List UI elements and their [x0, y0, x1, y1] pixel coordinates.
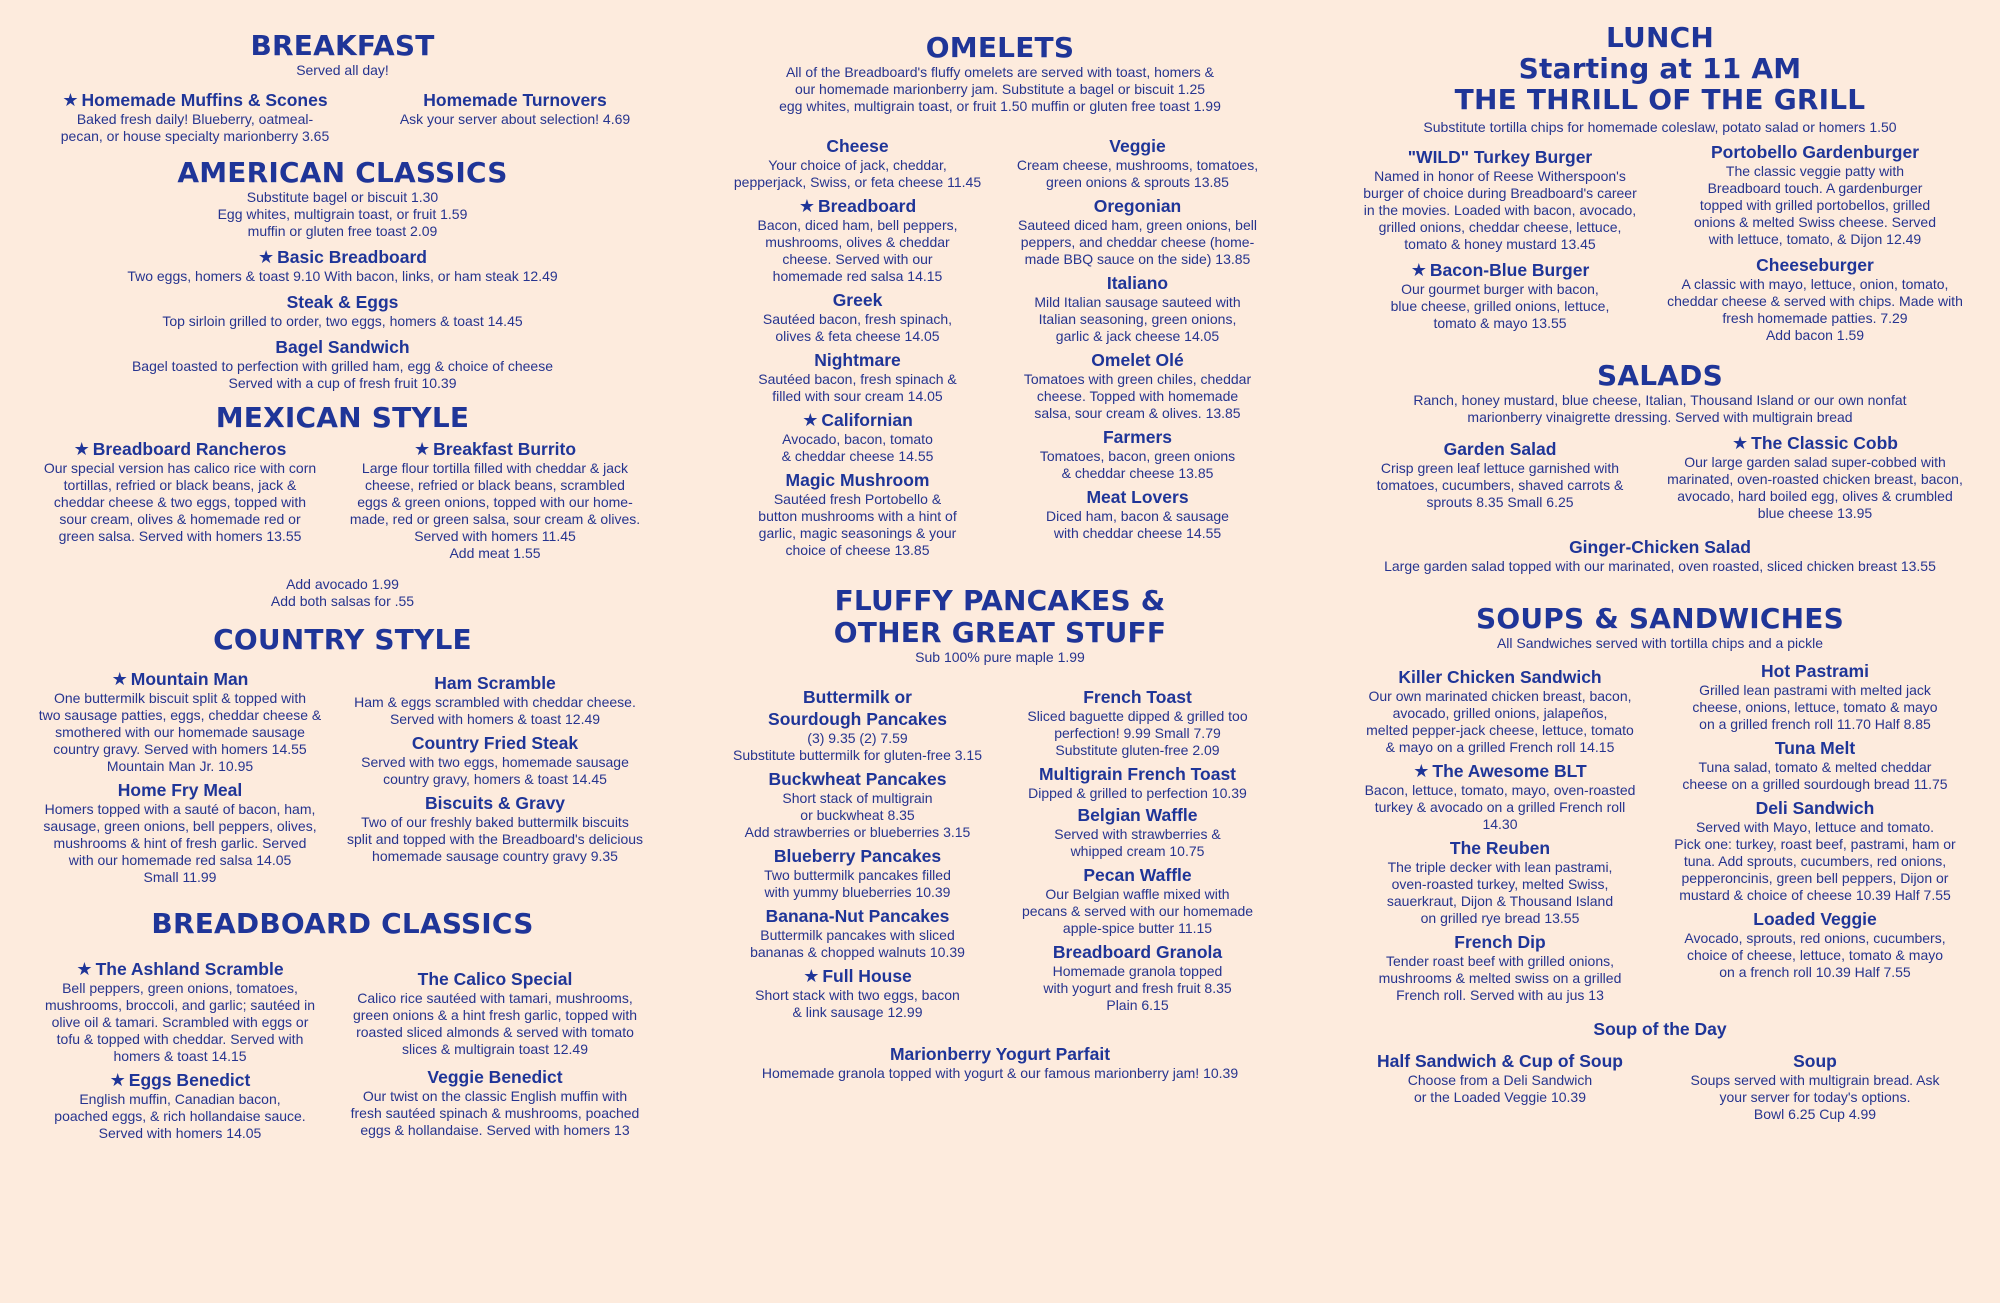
- menu-item: [1000, 426, 1275, 482]
- item-description: Top sirloin grilled to order, two eggs, homers & toast 14.45: [162, 313, 523, 329]
- item-title: ★ Californian: [802, 410, 913, 430]
- item-title: ★ Bacon-Blue Burger: [1410, 260, 1590, 280]
- item-title: Blueberry Pancakes: [773, 846, 942, 866]
- item-row: [1350, 142, 1970, 344]
- star-icon: ★: [111, 669, 128, 689]
- item-description: Sliced baguette dipped & grilled too perfection! 9.99 Small 7.79 Substitute gluten-free 2.09: [1027, 708, 1248, 758]
- section-title: OMELETS: [925, 31, 1075, 64]
- item-title: ★ Homemade Muffins & Scones: [62, 90, 328, 110]
- menu-item: [335, 672, 655, 728]
- item-title: Veggie Benedict: [427, 1067, 563, 1087]
- menu-item: [1000, 349, 1275, 422]
- item-title: Oregonian: [1093, 196, 1182, 216]
- menu-item: [1350, 666, 1650, 756]
- section-title: SALADS: [1597, 359, 1723, 392]
- menu-item: [1000, 941, 1275, 1014]
- menu-item: [30, 958, 330, 1065]
- menu-item: [725, 845, 990, 901]
- menu-item: [1350, 259, 1650, 332]
- item-column: [30, 958, 330, 1142]
- item-row: [1350, 1050, 1970, 1123]
- item-title: Breadboard Granola: [1052, 942, 1223, 962]
- item-column: [725, 686, 990, 1021]
- item-column: [1660, 432, 1970, 522]
- menu-item: [725, 289, 990, 345]
- item-description: Our Belgian waffle mixed with pecans & served with our homemade apple-spice butter 11.15: [1021, 886, 1254, 936]
- item-description: Tomatoes, bacon, green onions & cheddar cheese 13.85: [1039, 448, 1236, 481]
- section-title: BREAKFAST: [250, 29, 435, 62]
- item-description: Soups served with multigrain bread. Ask your server for today's options. Bowl 6.25 Cup 4.99: [1690, 1072, 1940, 1122]
- menu-item: [1350, 536, 1970, 575]
- item-row: [30, 438, 655, 562]
- item-description: Cream cheese, mushrooms, tomatoes, green onions & sprouts 13.85: [1016, 157, 1259, 190]
- item-description: Two buttermilk pancakes filled with yummy blueberries 10.39: [764, 867, 951, 900]
- item-column: [1660, 141, 1970, 344]
- menu-item: [725, 965, 990, 1021]
- item-title: Pecan Waffle: [1083, 865, 1192, 885]
- menu-item: [1660, 908, 1970, 981]
- item-description: English muffin, Canadian bacon, poached eggs, & rich hollandaise sauce. Served with homers 14.05: [54, 1091, 306, 1141]
- star-icon: ★: [258, 247, 275, 267]
- menu-item: [1000, 804, 1275, 860]
- item-description: Served with Mayo, lettuce and tomato. Pick one: turkey, roast beef, pastrami, ham or tuna. Add sprouts, cucumbers, red onions, pepperoncinis, green bell peppers, Dijon or mustard & choice of cheese 10.39 Half 7.55: [1674, 819, 1956, 903]
- item-description: Sautéed bacon, fresh spinach, olives & feta cheese 14.05: [762, 311, 953, 344]
- item-title: "WILD" Turkey Burger: [1407, 147, 1593, 167]
- item-title: Garden Salad: [1443, 439, 1557, 459]
- item-description: (3) 9.35 (2) 7.59 Substitute buttermilk for gluten-free 3.15: [732, 730, 983, 763]
- section-subtitle: All Sandwiches served with tortilla chips and a pickle: [1496, 635, 1824, 651]
- soup-of-the-day-title: Soup of the Day: [1593, 1019, 1727, 1039]
- item-description: Your choice of jack, cheddar, pepperjack, Swiss, or feta cheese 11.45: [733, 157, 982, 190]
- item-title: ★ Eggs Benedict: [109, 1070, 251, 1090]
- item-description: Served with two eggs, homemade sausage country gravy, homers & toast 14.45: [361, 754, 629, 787]
- star-icon: ★: [1410, 260, 1427, 280]
- item-description: Short stack of multigrain or buckwheat 8.35 Add strawberries or blueberries 3.15: [744, 790, 971, 840]
- salads-section: [1350, 360, 1970, 575]
- item-title: Buttermilk or Sourdough Pancakes: [768, 687, 947, 729]
- item-title: French Dip: [1454, 932, 1546, 952]
- item-title: ★ The Ashland Scramble: [76, 959, 284, 979]
- menu-item: [1350, 837, 1650, 927]
- item-title: Veggie: [1109, 136, 1166, 156]
- item-title: Portobello Gardenburger: [1710, 142, 1920, 162]
- menu-item: [1000, 135, 1275, 191]
- item-description: Calico rice sautéed with tamari, mushrooms, green onions & a hint fresh garlic, topped with roasted sliced almonds & served with tomato slices & multigrain toast 12.49: [352, 990, 638, 1057]
- item-description: Our gourmet burger with bacon, blue cheese, grilled onions, lettuce, tomato & mayo 13.55: [1390, 281, 1610, 331]
- item-title: Tuna Melt: [1774, 738, 1856, 758]
- pancakes-section: [725, 585, 1275, 1082]
- section-subtitle: Substitute bagel or biscuit 1.30 Egg whites, multigrain toast, or fruit 1.59 muffin or gluten free toast 2.09: [217, 189, 468, 239]
- item-row: [1350, 661, 1970, 1004]
- item-title: Deli Sandwich: [1755, 798, 1875, 818]
- item-description: Mild Italian sausage sauteed with Italian seasoning, green onions, garlic & jack cheese 14.05: [1034, 294, 1241, 344]
- star-icon: ★: [413, 439, 431, 459]
- item-description: The triple decker with lean pastrami, oven-roasted turkey, melted Swiss, sauerkraut, Dijon & Thousand Island on grilled rye bread 13.55: [1386, 859, 1614, 926]
- star-icon: ★: [802, 410, 819, 430]
- item-description: A classic with mayo, lettuce, onion, tomato, cheddar cheese & served with chips. Made with fresh homemade patties. 7.29 Add bacon 1.59: [1667, 276, 1963, 343]
- item-row: [30, 958, 655, 1142]
- menu-item: [335, 968, 655, 1058]
- item-description: Avocado, sprouts, red onions, cucumbers, choice of cheese, lettuce, tomato & mayo on a french roll 10.39 Half 7.55: [1684, 930, 1946, 980]
- item-title: ★ The Awesome BLT: [1413, 761, 1587, 781]
- item-description: Tuna salad, tomato & melted cheddar cheese on a grilled sourdough bread 11.75: [1682, 759, 1948, 792]
- item-column: [725, 135, 990, 559]
- item-description: Ask your server about selection! 4.69: [399, 111, 631, 127]
- section-subtitle: Served all day!: [296, 62, 389, 78]
- star-icon: ★: [62, 90, 79, 110]
- american-classics-section: [30, 157, 655, 392]
- item-title: ★ Breadboard Rancheros: [73, 439, 287, 459]
- item-title: Cheese: [826, 136, 889, 156]
- item-title: ★ Basic Breadboard: [258, 247, 427, 267]
- menu-item: [30, 668, 330, 775]
- section-title: COUNTRY STYLE: [213, 623, 472, 656]
- item-title: Steak & Eggs: [286, 292, 399, 312]
- menu-item: [335, 732, 655, 788]
- menu-item: [1000, 763, 1275, 802]
- menu-item: [1660, 432, 1970, 522]
- item-description: Our twist on the classic English muffin with fresh sautéed spinach & mushrooms, poached eggs & hollandaise. Served with homers 13: [350, 1088, 640, 1138]
- item-description: Two of our freshly baked buttermilk biscuits split and topped with the Breadboard's delicious homemade sausage country gravy 9.35: [346, 814, 644, 864]
- item-title: Meat Lovers: [1086, 487, 1189, 507]
- item-description: Named in honor of Reese Witherspoon's burger of choice during Breadboard's career in the movies. Loaded with bacon, avocado, grilled onions, cheddar cheese, lettuce, tomato & honey mustard 13.45: [1363, 168, 1637, 252]
- menu-item: [1000, 195, 1275, 268]
- item-title: Half Sandwich & Cup of Soup: [1377, 1051, 1623, 1071]
- menu-item: [1660, 660, 1970, 733]
- item-title: Nightmare: [814, 350, 901, 370]
- lunch-section: [1350, 22, 1970, 344]
- menu-item: [725, 1043, 1275, 1082]
- item-title: Biscuits & Gravy: [424, 793, 566, 813]
- menu-item: [1660, 254, 1970, 344]
- item-title: ★ Breakfast Burrito: [413, 439, 577, 459]
- section-subtitle: All of the Breadboard's fluffy omelets are served with toast, homers & our homemade marionberry jam. Substitute a bagel or biscuit 1.25 egg whites, multigrain toast, or fruit 1.50 muffin or gluten free toast 1.99: [779, 64, 1221, 114]
- soups-sandwiches-section: [1350, 603, 1970, 1123]
- menu-item: [1350, 438, 1650, 511]
- item-title: Marionberry Yogurt Parfait: [889, 1044, 1111, 1064]
- soup-of-the-day: [1350, 1018, 1970, 1123]
- item-title: Loaded Veggie: [1753, 909, 1877, 929]
- country-style-section: [30, 624, 655, 886]
- item-column: [1350, 666, 1650, 1004]
- item-title: Belgian Waffle: [1077, 805, 1198, 825]
- item-title: ★ Full House: [803, 966, 912, 986]
- item-column: [1000, 686, 1275, 1021]
- item-description: Short stack with two eggs, bacon & link sausage 12.99: [755, 987, 960, 1020]
- item-description: Homemade granola topped with yogurt and fresh fruit 8.35 Plain 6.15: [1043, 963, 1232, 1013]
- item-title: French Toast: [1083, 687, 1192, 707]
- item-title: Italiano: [1106, 273, 1169, 293]
- section-subtitle: Sub 100% pure maple 1.99: [915, 649, 1085, 665]
- menu-item: [725, 905, 990, 961]
- item-title: Omelet Olé: [1091, 350, 1184, 370]
- item-title: Hot Pastrami: [1761, 661, 1869, 681]
- item-description: Baked fresh daily! Blueberry, oatmeal- pecan, or house specialty marionberry 3.65: [60, 111, 330, 144]
- star-icon: ★: [1732, 433, 1749, 453]
- menu-item: [30, 1069, 330, 1142]
- breadboard-classics-section: [30, 908, 655, 1142]
- item-column: [1350, 438, 1650, 522]
- star-icon: ★: [803, 966, 820, 986]
- item-column: [1000, 135, 1275, 559]
- item-title: Banana-Nut Pancakes: [765, 906, 950, 926]
- item-row: [725, 135, 1275, 559]
- star-icon: ★: [109, 1070, 126, 1090]
- item-description: Avocado, bacon, tomato & cheddar cheese 14.55: [781, 431, 934, 464]
- breakfast-section: [30, 30, 655, 145]
- item-title: ★ Breadboard: [798, 196, 917, 216]
- item-title: The Calico Special: [417, 969, 573, 989]
- menu-item: [335, 438, 655, 562]
- item-description: Dipped & grilled to perfection 10.39: [1028, 785, 1247, 801]
- menu-item: [1350, 1050, 1650, 1123]
- menu-item: [1660, 737, 1970, 793]
- section-title: LUNCH Starting at 11 AM THE THRILL OF THE GRILL: [1454, 21, 1866, 116]
- item-description: The classic veggie patty with Breadboard touch. A gardenburger topped with grilled portobellos, grilled onions & melted Swiss cheese. Served with lettuce, tomato, & Dijon 12.49: [1693, 163, 1936, 247]
- item-description: Diced ham, bacon & sausage with cheddar cheese 14.55: [1046, 508, 1229, 541]
- item-description: Choose from a Deli Sandwich or the Loaded Veggie 10.39: [1407, 1072, 1593, 1105]
- item-description: Our special version has calico rice with corn tortillas, refried or black beans, jack & cheddar cheese & two eggs, topped with sour cream, olives & homemade red or green salsa. Served with homers 13.55: [43, 460, 317, 544]
- item-description: Two eggs, homers & toast 9.10 With bacon, links, or ham steak 12.49: [127, 268, 558, 284]
- item-description: Large flour tortilla filled with cheddar & jack cheese, refried or black beans, scrambled eggs & green onions, topped with our home- made, red or green salsa, sour cream & olives. Served with homers 11.45 Add meat 1.55: [349, 460, 641, 561]
- item-row: [30, 89, 655, 145]
- item-description: Served with strawberries & whipped cream 10.75: [1054, 826, 1221, 859]
- menu-item: [30, 336, 655, 392]
- menu-item: [725, 349, 990, 405]
- section-title: MEXICAN STYLE: [215, 401, 470, 434]
- item-title: Bagel Sandwich: [275, 337, 410, 357]
- item-title: Homemade Turnovers: [423, 90, 607, 110]
- star-icon: ★: [1413, 761, 1430, 781]
- item-description: Ham & eggs scrambled with cheddar cheese. Served with homers & toast 12.49: [354, 694, 636, 727]
- menu-item: [1350, 931, 1650, 1004]
- item-title: Cheeseburger: [1756, 255, 1874, 275]
- menu-item: [30, 779, 330, 886]
- menu-item: [1000, 272, 1275, 345]
- star-icon: ★: [798, 196, 815, 216]
- item-column: [30, 668, 330, 886]
- item-description: Tomatoes with green chiles, cheddar cheese. Topped with homemade salsa, sour cream & olives. 13.85: [1023, 371, 1252, 421]
- item-description: Sautéed fresh Portobello & button mushrooms with a hint of garlic, magic seasonings & your choice of cheese 13.85: [758, 491, 957, 558]
- item-description: Crisp green leaf lettuce garnished with tomatoes, cucumbers, shaved carrots & sprouts 8.35 Small 6.25: [1376, 460, 1624, 510]
- item-title: Killer Chicken Sandwich: [1398, 667, 1602, 687]
- item-description: Large garden salad topped with our marinated, oven roasted, sliced chicken breast 13.55: [1384, 558, 1936, 574]
- item-column: [1350, 146, 1650, 344]
- item-description: Buttermilk pancakes with sliced bananas & chopped walnuts 10.39: [750, 927, 965, 960]
- item-description: Tender roast beef with grilled onions, mushrooms & melted swiss on a grilled French roll. Served with au jus 13: [1378, 953, 1622, 1003]
- star-icon: ★: [76, 959, 93, 979]
- star-icon: ★: [73, 439, 90, 459]
- menu-item: [1000, 864, 1275, 937]
- menu-item: [30, 291, 655, 330]
- menu-item: [725, 686, 990, 764]
- item-description: Bacon, diced ham, bell peppers, mushrooms, olives & cheddar cheese. Served with our homemade red salsa 14.15: [757, 217, 958, 284]
- menu-item: [725, 135, 990, 191]
- menu-item: [1000, 686, 1275, 759]
- menu-item: [1660, 141, 1970, 248]
- item-column: [1660, 660, 1970, 1004]
- item-title: Ham Scramble: [434, 673, 556, 693]
- section-title: BREADBOARD CLASSICS: [151, 907, 534, 940]
- menu-item: [725, 768, 990, 841]
- menu-item: [1350, 146, 1650, 253]
- item-title: Country Fried Steak: [411, 733, 579, 753]
- item-row: [725, 686, 1275, 1021]
- menu-item: [725, 409, 990, 465]
- item-row: [1350, 433, 1970, 522]
- item-title: The Reuben: [1449, 838, 1551, 858]
- menu-item: [1350, 760, 1650, 833]
- item-description: Sautéed bacon, fresh spinach & filled with sour cream 14.05: [758, 371, 957, 404]
- item-column: [335, 668, 655, 886]
- menu-item: [30, 246, 655, 285]
- menu-item: [1660, 797, 1970, 904]
- section-title: SOUPS & SANDWICHES: [1476, 602, 1844, 635]
- item-description: Homemade granola topped with yogurt & our famous marionberry jam! 10.39: [761, 1065, 1239, 1081]
- menu-column-left: [30, 0, 655, 1142]
- item-description: Sauteed diced ham, green onions, bell peppers, and cheddar cheese (home- made BBQ sauce on the side) 13.85: [1018, 217, 1257, 267]
- item-row: [30, 668, 655, 886]
- item-title: Magic Mushroom: [785, 470, 930, 490]
- menu-item: [335, 1066, 655, 1139]
- item-description: Grilled lean pastrami with melted jack cheese, onions, lettuce, tomato & mayo on a grilled french roll 11.70 Half 8.85: [1692, 682, 1938, 732]
- menu-item: [1000, 486, 1275, 542]
- menu-column-middle: [725, 0, 1275, 1082]
- item-description: Our large garden salad super-cobbed with marinated, oven-roasted chicken breast, bacon, avocado, hard boiled egg, olives & crumbled blue cheese 13.95: [1667, 454, 1963, 521]
- item-title: Buckwheat Pancakes: [768, 769, 947, 789]
- item-title: Ginger-Chicken Salad: [1569, 537, 1751, 557]
- section-title: AMERICAN CLASSICS: [177, 156, 508, 189]
- item-title: Greek: [832, 290, 883, 310]
- menu-item: [335, 792, 655, 865]
- item-column: [335, 958, 655, 1142]
- menu-item: [30, 89, 360, 145]
- item-description: One buttermilk biscuit split & topped with two sausage patties, eggs, cheddar cheese & smothered with our homemade sausage country gravy. Served with homers 14.55 Mountain Man Jr. 10.95: [38, 690, 322, 774]
- menu-item: [375, 89, 655, 145]
- menu-item: [30, 438, 330, 562]
- section-extras: Add avocado 1.99 Add both salsas for .55: [270, 576, 415, 609]
- item-description: Bacon, lettuce, tomato, mayo, oven-roasted turkey & avocado on a grilled French roll 14.30: [1364, 782, 1636, 832]
- section-subtitle: Ranch, honey mustard, blue cheese, Italian, Thousand Island or our own nonfat marionberry vinaigrette dressing. Served with multigrain bread: [1413, 392, 1907, 425]
- omelets-section: [725, 32, 1275, 559]
- menu-item: [725, 195, 990, 285]
- item-title: Soup: [1793, 1051, 1837, 1071]
- section-subtitle: Substitute tortilla chips for homemade coleslaw, potato salad or homers 1.50: [1423, 119, 1897, 135]
- item-title: Home Fry Meal: [117, 780, 243, 800]
- item-title: Multigrain French Toast: [1038, 764, 1237, 784]
- item-title: ★ The Classic Cobb: [1732, 433, 1898, 453]
- menu-item: [725, 469, 990, 559]
- menu-column-right: [1350, 0, 1970, 1123]
- item-title: Farmers: [1102, 427, 1173, 447]
- item-description: Homers topped with a sauté of bacon, ham, sausage, green onions, bell peppers, olives, mushrooms & hint of fresh garlic. Served with our homemade red salsa 14.05 Small 11.99: [43, 801, 317, 885]
- section-title: FLUFFY PANCAKES & OTHER GREAT STUFF: [833, 584, 1167, 649]
- menu-item: [1660, 1050, 1970, 1123]
- mexican-style-section: [30, 402, 655, 610]
- item-description: Our own marinated chicken breast, bacon, avocado, grilled onions, jalapeños, melted pepper-jack cheese, lettuce, tomato & mayo on a grilled French roll 14.15: [1366, 688, 1634, 755]
- item-description: Bell peppers, green onions, tomatoes, mushrooms, broccoli, and garlic; sautéed in olive oil & tamari. Scrambled with eggs or tofu & topped with cheddar. Served with homers & toast 14.15: [44, 980, 316, 1064]
- item-title: ★ Mountain Man: [111, 669, 249, 689]
- item-description: Bagel toasted to perfection with grilled ham, egg & choice of cheese Served with a cup of fresh fruit 10.39: [131, 358, 554, 391]
